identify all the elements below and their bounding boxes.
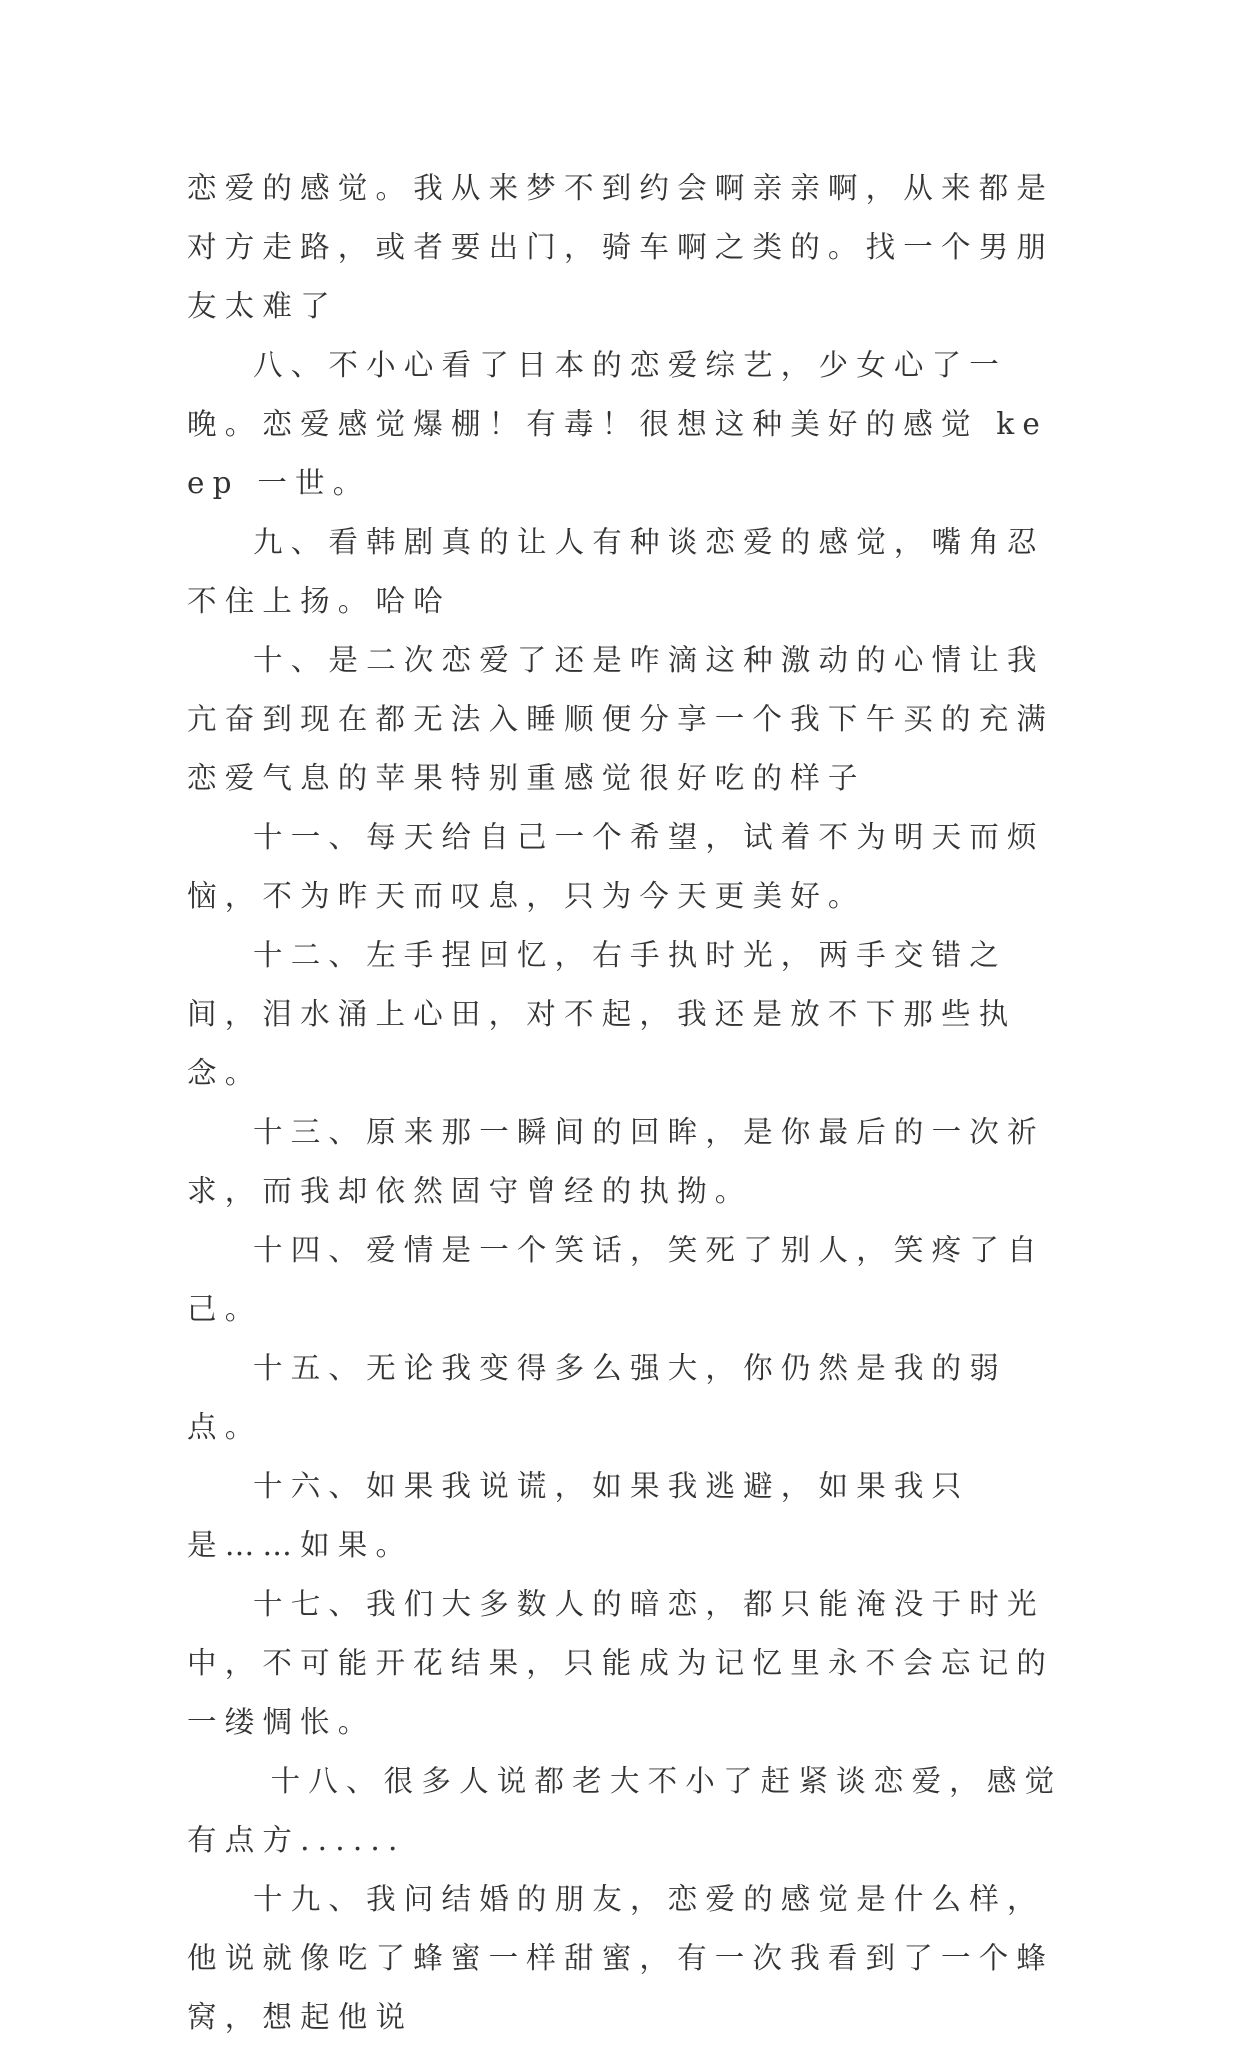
paragraph: 八、不小心看了日本的恋爱综艺，少女心了一晚。恋爱感觉爆棚！有毒！很想这种美好的感觉 keep 一世。 (187, 348, 1049, 500)
paragraph: 十九、我问结婚的朋友，恋爱的感觉是什么样，他说就像吃了蜂蜜一样甜蜜，有一次我看到了一个蜂窝，想起他说 (187, 1882, 1055, 2034)
paragraph: 十、是二次恋爱了还是咋滴这种激动的心情让我亢奋到现在都无法入睡顺便分享一个我下午买的充满恋爱气息的苹果特别重感觉很好吃的样子 (187, 643, 1055, 795)
paragraph: 十五、无论我变得多么强大，你仍然是我的弱点。 (187, 1351, 1008, 1444)
paragraph: 十二、左手捏回忆，右手执时光，两手交错之间，泪水涌上心田，对不起，我还是放不下那些执念。 (187, 938, 1017, 1090)
paragraph: 十七、我们大多数人的暗恋，都只能淹没于时光中，不可能开花结果，只能成为记忆里永不会忘记的一缕惆怅。 (187, 1587, 1055, 1739)
paragraph: 十一、每天给自己一个希望，试着不为明天而烦恼，不为昨天而叹息，只为今天更美好。 (187, 820, 1045, 913)
paragraph: 十三、原来那一瞬间的回眸，是你最后的一次祈求，而我却依然固守曾经的执拗。 (187, 1115, 1045, 1208)
paragraph: 十六、如果我说谎，如果我逃避，如果我只是……如果。 (187, 1469, 970, 1562)
document-body (187, 159, 1067, 2047)
paragraph: 十四、爱情是一个笑话，笑死了别人，笑疼了自己。 (187, 1233, 1045, 1326)
paragraph: 十八、很多人说都老大不小了赶紧谈恋爱，感觉有点方...... (187, 1764, 1063, 1857)
paragraph: 恋爱的感觉。我从来梦不到约会啊亲亲啊，从来都是对方走路，或者要出门，骑车啊之类的。找一个男朋友太难了 (187, 171, 1055, 323)
paragraph: 九、看韩剧真的让人有种谈恋爱的感觉，嘴角忍不住上扬。哈哈 (187, 525, 1045, 618)
